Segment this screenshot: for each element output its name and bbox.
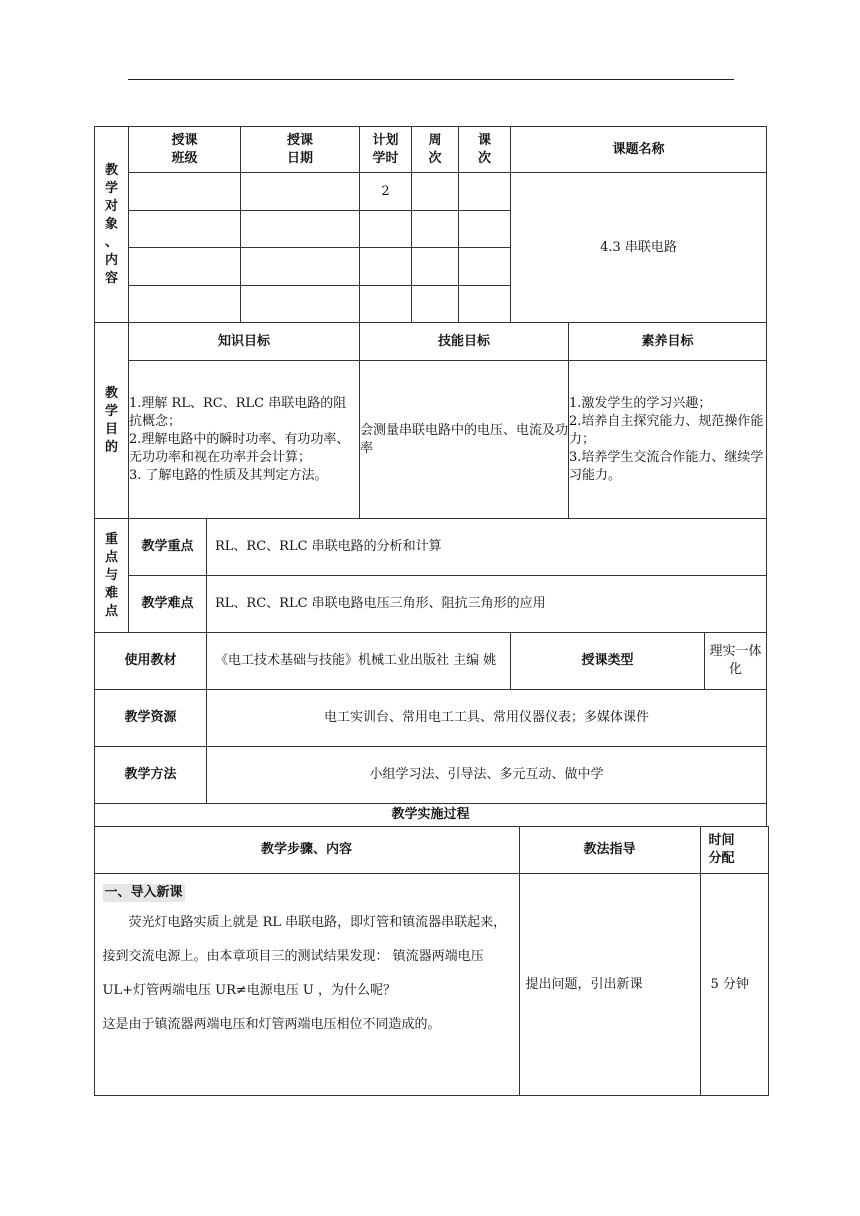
key-point-text: RL、RC、RLC 串联电路的分析和计算 [207,519,767,576]
process-table [94,826,769,1096]
date-cell [241,173,360,211]
col-topic: 课题名称 [511,127,767,173]
time-value: 5 分钟 [700,874,768,1096]
textbook-value: 《电工技术基础与技能》机械工业出版社 主编 姚 [207,633,511,690]
literacy-goal-header: 素养目标 [569,323,767,361]
topic-value: 4.3 串联电路 [511,173,767,323]
side-label-goals: 教 学 目 的 [95,323,129,519]
difficulty-text: RL、RC、RLC 串联电路电压三角形、阻抗三角形的应用 [207,576,767,633]
hours-value: 2 [360,173,412,211]
textbook-label: 使用教材 [95,633,207,690]
week-cell [412,173,459,211]
col-date: 授课 日期 [241,127,360,173]
col-guidance: 教法指导 [519,827,700,874]
col-lesson: 课 次 [459,127,511,173]
col-time: 时间 分配 [700,827,768,874]
side-label-target: 教 学 对 象 、 内 容 [95,127,129,323]
lesson-plan-table [94,126,767,1096]
col-week: 周 次 [412,127,459,173]
lesson-type-label: 授课类型 [511,633,705,690]
skill-goal-header: 技能目标 [360,323,569,361]
class-cell [129,173,241,211]
key-point-label: 教学重点 [129,519,207,576]
header-rule [128,79,734,80]
page-bottom-margin [0,1150,860,1216]
intro-paragraph-2: 这是由于镇流器两端电压和灯管两端电压相位不同造成的。 [102,1017,441,1032]
col-class: 授课 班级 [129,127,241,173]
intro-title: 一、导入新课 [104,885,183,900]
resources-label: 教学资源 [95,690,207,747]
resources-value: 电工实训台、常用电工工具、常用仪器仪表；多媒体课件 [207,690,767,747]
guidance-value: 提出问题，引出新课 [519,874,700,1096]
intro-paragraph-1: 荧光灯电路实质上就是 RL 串联电路，即灯管和镇流器串联起来， 接到交流电源上。由本章项目三的测试结果发现： 镇流器两端电压 UL+灯管两端电压 UR≠电源电压 U ，为什么呢？ [102,915,507,998]
knowledge-goal-text: 1.理解 RL、RC、RLC 串联电路的阻抗概念； 2.理解电路中的瞬时功率、有功功率、无功功率和视在功率并会计算； 3. 了解电路的性质及其判定方法。 [129,361,360,519]
literacy-goal-text: 1.激发学生的学习兴趣； 2.培养自主探究能力、规范操作能力； 3.培养学生交流合作能力、继续学习能力。 [569,361,767,519]
side-label-focus: 重 点 与 难 点 [95,519,129,633]
knowledge-goal-header: 知识目标 [129,323,360,361]
method-label: 教学方法 [95,747,207,804]
col-hours: 计划 学时 [360,127,412,173]
difficulty-label: 教学难点 [129,576,207,633]
col-steps: 教学步骤、内容 [94,827,519,874]
skill-goal-text: 会测量串联电路中的电压、电流及功率 [360,361,569,519]
process-title: 教学实施过程 [95,804,767,827]
method-value: 小组学习法、引导法、多元互动、做中学 [207,747,767,804]
lesson-cell [459,173,511,211]
lesson-type-value: 理实一体化 [705,633,767,690]
intro-content [94,874,519,1096]
